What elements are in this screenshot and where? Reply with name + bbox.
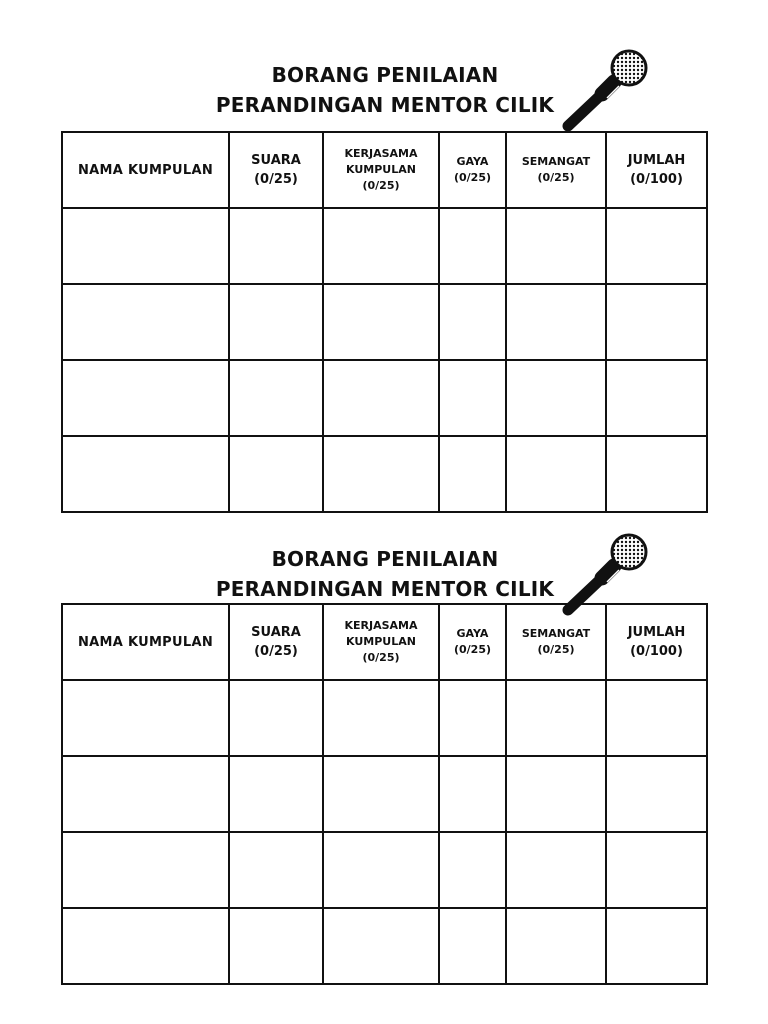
col-header-max: (0/25) [254,172,298,187]
table-row [62,208,707,284]
col-header-semangat [506,604,606,680]
cell-jumlah[interactable] [606,908,707,984]
col-header-max: (0/25) [362,179,400,192]
col-header-max: (0/25) [362,651,400,664]
table-row [62,680,707,756]
table-row [62,908,707,984]
table-row [62,436,707,512]
cell-kerjasama-kumpulan[interactable] [323,832,439,908]
col-header-jumlah [606,604,707,680]
col-header-max: (0/25) [537,643,575,656]
cell-semangat[interactable] [506,908,606,984]
col-header-max: (0/100) [630,172,683,187]
col-header-max: (0/25) [537,171,575,184]
col-header-label: SUARA [251,625,301,640]
cell-nama-kumpulan[interactable] [62,360,229,436]
col-header-max: (0/25) [254,644,298,659]
form-title [150,544,620,604]
cell-kerjasama-kumpulan[interactable] [323,756,439,832]
cell-semangat[interactable] [506,756,606,832]
col-header-suara [229,604,323,680]
col-header-nama-kumpulan [62,132,229,208]
cell-kerjasama-kumpulan[interactable] [323,436,439,512]
col-header-semangat [506,132,606,208]
cell-semangat[interactable] [506,360,606,436]
cell-suara[interactable] [229,680,323,756]
cell-gaya[interactable] [439,360,506,436]
col-header-max: (0/25) [453,643,492,656]
cell-suara[interactable] [229,208,323,284]
cell-semangat[interactable] [506,436,606,512]
cell-gaya[interactable] [439,756,506,832]
col-header-label: GAYA [456,627,489,640]
cell-gaya[interactable] [439,832,506,908]
col-header-label: SUARA [251,153,301,168]
cell-jumlah[interactable] [606,360,707,436]
cell-jumlah[interactable] [606,756,707,832]
cell-nama-kumpulan[interactable] [62,680,229,756]
col-header-label: SEMANGAT [521,155,591,168]
cell-gaya[interactable] [439,436,506,512]
score-table [61,131,708,513]
col-header-label: NAMA KUMPULAN [77,634,213,650]
cell-kerjasama-kumpulan[interactable] [323,360,439,436]
form-title-line-2: PERANDINGAN MENTOR CILIK [215,577,555,601]
col-header-label: SEMANGAT [521,627,591,640]
cell-nama-kumpulan[interactable] [62,208,229,284]
col-header-label: JUMLAH [627,625,686,640]
cell-jumlah[interactable] [606,284,707,360]
cell-semangat[interactable] [506,208,606,284]
table-row [62,756,707,832]
col-header-label: JUMLAH [627,153,686,168]
cell-semangat[interactable] [506,832,606,908]
cell-nama-kumpulan[interactable] [62,284,229,360]
cell-nama-kumpulan[interactable] [62,832,229,908]
col-header-jumlah [606,132,707,208]
table-row [62,832,707,908]
cell-nama-kumpulan[interactable] [62,908,229,984]
table-row [62,284,707,360]
cell-suara[interactable] [229,436,323,512]
col-header-max: (0/100) [630,644,683,659]
cell-gaya[interactable] [439,284,506,360]
header-row [62,604,707,680]
cell-nama-kumpulan[interactable] [62,756,229,832]
col-header-nama-kumpulan [62,604,229,680]
cell-semangat[interactable] [506,680,606,756]
form-title-line-1: BORANG PENILAIAN [271,63,499,87]
table-row [62,360,707,436]
cell-suara[interactable] [229,908,323,984]
cell-kerjasama-kumpulan[interactable] [323,208,439,284]
col-header-suara [229,132,323,208]
form-title-line-1: BORANG PENILAIAN [271,547,499,571]
cell-gaya[interactable] [439,908,506,984]
cell-jumlah[interactable] [606,680,707,756]
cell-suara[interactable] [229,756,323,832]
col-header-kerjasama-kumpulan [323,604,439,680]
form-title [150,60,620,120]
cell-gaya[interactable] [439,208,506,284]
microphone-icon [556,48,652,134]
col-header-label: NAMA KUMPULAN [77,162,213,178]
col-header-gaya [439,604,506,680]
cell-suara[interactable] [229,284,323,360]
cell-kerjasama-kumpulan[interactable] [323,908,439,984]
cell-suara[interactable] [229,360,323,436]
col-header-gaya [439,132,506,208]
score-table [61,603,708,985]
cell-kerjasama-kumpulan[interactable] [323,284,439,360]
col-header-kerjasama-kumpulan [323,132,439,208]
cell-jumlah[interactable] [606,208,707,284]
cell-jumlah[interactable] [606,832,707,908]
cell-suara[interactable] [229,832,323,908]
col-header-label: KERJASAMA KUMPULAN [344,147,418,176]
col-header-label: GAYA [456,155,489,168]
cell-nama-kumpulan[interactable] [62,436,229,512]
cell-jumlah[interactable] [606,436,707,512]
col-header-label: KERJASAMA KUMPULAN [344,619,418,648]
cell-kerjasama-kumpulan[interactable] [323,680,439,756]
cell-semangat[interactable] [506,284,606,360]
header-row [62,132,707,208]
form-title-line-2: PERANDINGAN MENTOR CILIK [215,93,555,117]
cell-gaya[interactable] [439,680,506,756]
col-header-max: (0/25) [453,171,492,184]
